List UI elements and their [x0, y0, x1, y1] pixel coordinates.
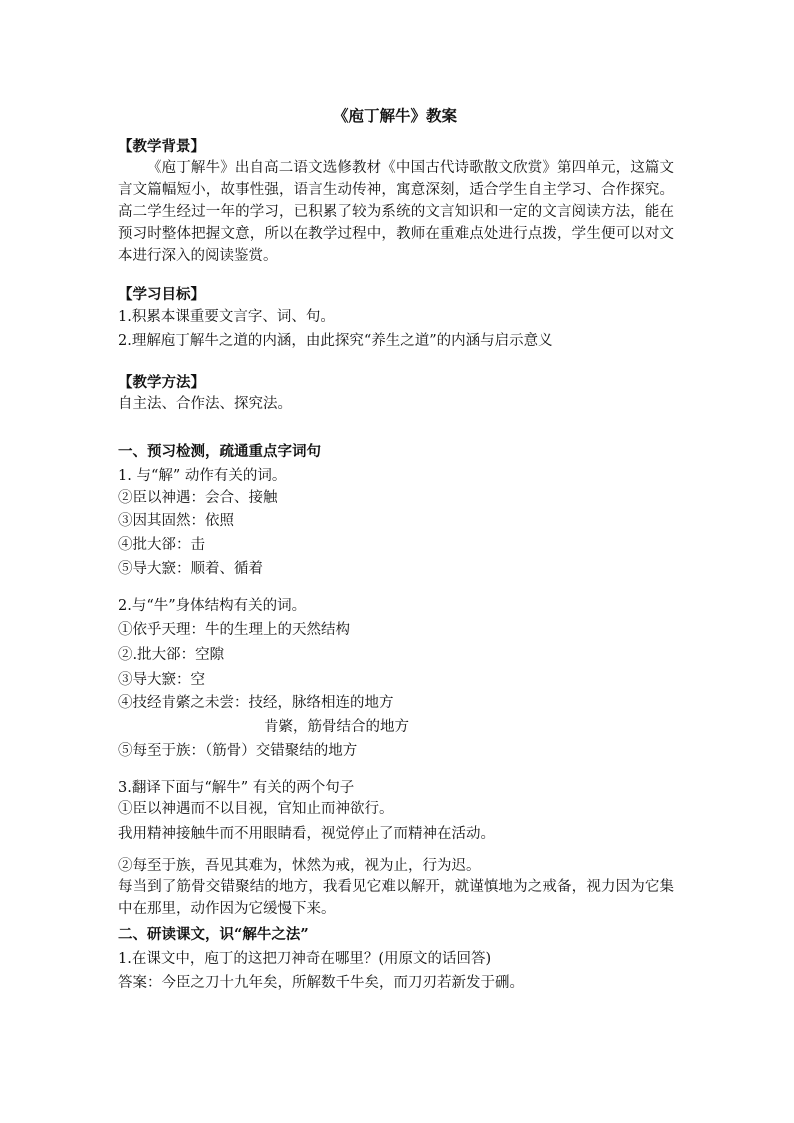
method-heading: 【教学方法】 — [118, 374, 205, 391]
s1-q3-item: ①臣以神遇而不以目视，官知止而神欲行。 — [118, 801, 394, 817]
s1-q2-item: ⑤每至于族：（筋骨）交错聚结的地方 — [118, 743, 358, 759]
s1-q2-item: ②.批大郤：空隙 — [118, 647, 225, 663]
s1-q3-item: 我用精神接触牛而不用眼睛看，视觉停止了而精神在活动。 — [118, 826, 495, 842]
s1-question-2: 2.与“牛”身体结构有关的词。 — [118, 598, 307, 614]
background-heading: 【教学背景】 — [118, 138, 205, 155]
goal-item: 1.积累本课重要文言字、词、句。 — [118, 309, 335, 325]
section1-heading: 一、预习检测，疏通重点字词句 — [118, 443, 321, 460]
s1-q1-item: ③因其固然：依照 — [118, 513, 234, 529]
s2-question-1: 1.在课文中，庖丁的这把刀神奇在哪里？(用原文的话回答) — [118, 951, 492, 967]
s1-q2-item: ③导大窾：空 — [118, 672, 205, 688]
s1-q3-translation-2: 每当到了筋骨交错聚结的地方，我看见它难以解开，就谨慎地为之戒备，视力因为它集中在那里，动作因为它缓慢下来。 — [118, 879, 674, 917]
goals-heading: 【学习目标】 — [118, 286, 205, 303]
s1-q3-item: ②每至于族，吾见其难为，怵然为戒，视为止，行为迟。 — [118, 858, 481, 874]
s1-q1-item: ⑤导大窾：顺着、循着 — [118, 561, 263, 577]
s2-answer-1: 答案：今臣之刀十九年矣，所解数千牛矣，而刀刃若新发于硎。 — [118, 975, 524, 991]
s1-question-1: 1. 与“解” 动作有关的词。 — [118, 468, 287, 484]
section2-heading: 二、研读课文，识“解牛之法” — [118, 926, 309, 943]
s1-question-3: 3.翻译下面与“解牛” 有关的两个句子 — [118, 780, 355, 796]
s1-q1-item: ②臣以神遇：会合、接触 — [118, 490, 278, 506]
document-title: 《庖丁解牛》教案 — [333, 106, 458, 125]
s1-q2-item: 肯綮，筋骨结合的地方 — [264, 719, 409, 735]
s1-q2-item: ①依乎天理：牛的生理上的天然结构 — [118, 622, 350, 638]
goal-item: 2.理解庖丁解牛之道的内涵，由此探究“养生之道”的内涵与启示意义 — [118, 333, 553, 349]
method-text: 自主法、合作法、探究法。 — [118, 396, 292, 412]
s1-q2-item: ④技经肯綮之未尝：技经，脉络相连的地方 — [118, 695, 394, 711]
s1-q1-item: ④批大郤：击 — [118, 537, 205, 553]
background-paragraph: 《庖丁解牛》出自高二语文选修教材《中国古代诗歌散文欣赏》第四单元，这篇文言文篇幅短小，故事性强，语言生动传神，寓意深刻，适合学生自主学习、合作探究。高二学生经过一年的学习，已积累了较为系统的文言知识和一定的文言阅读方法，能在预习时整体把握文意，所以在教学过程中，教师在重难点处进行点拨，学生便可以对文本进行深入的阅读鉴赏。 — [118, 160, 674, 264]
